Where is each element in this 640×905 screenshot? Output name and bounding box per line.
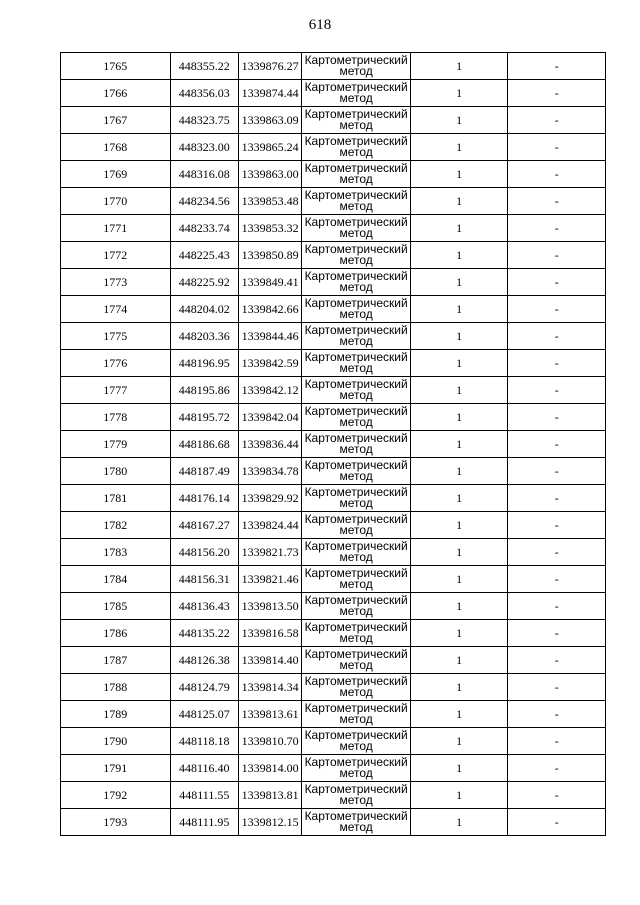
y-coordinate-cell: 1339813.50 bbox=[238, 593, 301, 620]
accuracy-cell: 1 bbox=[410, 647, 508, 674]
method-label-continued: метод bbox=[339, 469, 373, 483]
point-number-cell: 1782 bbox=[61, 512, 171, 539]
accuracy-cell: 1 bbox=[410, 188, 508, 215]
point-number-cell: 1767 bbox=[61, 107, 171, 134]
x-coordinate-cell: 448111.95 bbox=[170, 809, 238, 836]
method-label-continued: метод bbox=[339, 739, 373, 753]
method-label-continued: метод bbox=[339, 334, 373, 348]
accuracy-cell: 1 bbox=[410, 593, 508, 620]
y-coordinate-cell: 1339853.48 bbox=[238, 188, 301, 215]
table-row bbox=[61, 539, 606, 566]
table-row bbox=[61, 647, 606, 674]
method-cell bbox=[302, 755, 411, 782]
y-coordinate-cell: 1339813.81 bbox=[238, 782, 301, 809]
point-number-cell: 1786 bbox=[61, 620, 171, 647]
accuracy-cell: 1 bbox=[410, 485, 508, 512]
point-number-cell: 1779 bbox=[61, 431, 171, 458]
description-cell: - bbox=[508, 458, 606, 485]
method-label-continued: метод bbox=[339, 766, 373, 780]
table-row bbox=[61, 404, 606, 431]
method-cell bbox=[302, 782, 411, 809]
point-number-cell: 1773 bbox=[61, 269, 171, 296]
table-row bbox=[61, 593, 606, 620]
method-cell bbox=[302, 215, 411, 242]
method-label: Картометрический bbox=[304, 620, 408, 634]
table-row bbox=[61, 215, 606, 242]
point-number-cell: 1775 bbox=[61, 323, 171, 350]
point-number-cell: 1780 bbox=[61, 458, 171, 485]
method-cell bbox=[302, 485, 411, 512]
method-label: Картометрический bbox=[304, 107, 408, 121]
point-number-cell: 1776 bbox=[61, 350, 171, 377]
description-cell: - bbox=[508, 242, 606, 269]
y-coordinate-cell: 1339813.61 bbox=[238, 701, 301, 728]
method-cell bbox=[302, 458, 411, 485]
y-coordinate-cell: 1339816.58 bbox=[238, 620, 301, 647]
method-label: Картометрический bbox=[304, 512, 408, 526]
accuracy-cell: 1 bbox=[410, 728, 508, 755]
x-coordinate-cell: 448156.31 bbox=[170, 566, 238, 593]
x-coordinate-cell: 448225.92 bbox=[170, 269, 238, 296]
x-coordinate-cell: 448316.08 bbox=[170, 161, 238, 188]
description-cell: - bbox=[508, 350, 606, 377]
description-cell: - bbox=[508, 809, 606, 836]
method-cell bbox=[302, 107, 411, 134]
point-number-cell: 1771 bbox=[61, 215, 171, 242]
accuracy-cell: 1 bbox=[410, 539, 508, 566]
point-number-cell: 1790 bbox=[61, 728, 171, 755]
method-label-continued: метод bbox=[339, 442, 373, 456]
x-coordinate-cell: 448116.40 bbox=[170, 755, 238, 782]
x-coordinate-cell: 448156.20 bbox=[170, 539, 238, 566]
coordinates-table bbox=[60, 52, 606, 836]
accuracy-cell: 1 bbox=[410, 566, 508, 593]
table-row bbox=[61, 53, 606, 80]
table-row bbox=[61, 512, 606, 539]
method-cell bbox=[302, 296, 411, 323]
x-coordinate-cell: 448323.75 bbox=[170, 107, 238, 134]
table-row bbox=[61, 134, 606, 161]
y-coordinate-cell: 1339850.89 bbox=[238, 242, 301, 269]
table-row bbox=[61, 377, 606, 404]
x-coordinate-cell: 448167.27 bbox=[170, 512, 238, 539]
y-coordinate-cell: 1339865.24 bbox=[238, 134, 301, 161]
y-coordinate-cell: 1339824.44 bbox=[238, 512, 301, 539]
method-label-continued: метод bbox=[339, 307, 373, 321]
accuracy-cell: 1 bbox=[410, 269, 508, 296]
method-label: Картометрический bbox=[304, 728, 408, 742]
description-cell: - bbox=[508, 134, 606, 161]
description-cell: - bbox=[508, 377, 606, 404]
description-cell: - bbox=[508, 674, 606, 701]
description-cell: - bbox=[508, 269, 606, 296]
method-label-continued: метод bbox=[339, 118, 373, 132]
method-cell bbox=[302, 269, 411, 296]
table-row bbox=[61, 566, 606, 593]
accuracy-cell: 1 bbox=[410, 458, 508, 485]
table-row bbox=[61, 431, 606, 458]
method-label-continued: метод bbox=[339, 415, 373, 429]
method-label: Картометрический bbox=[304, 350, 408, 364]
point-number-cell: 1774 bbox=[61, 296, 171, 323]
table-row bbox=[61, 80, 606, 107]
point-number-cell: 1769 bbox=[61, 161, 171, 188]
method-label-continued: метод bbox=[339, 523, 373, 537]
table-row bbox=[61, 161, 606, 188]
method-cell bbox=[302, 188, 411, 215]
table-row bbox=[61, 269, 606, 296]
table-row bbox=[61, 242, 606, 269]
x-coordinate-cell: 448356.03 bbox=[170, 80, 238, 107]
method-label-continued: метод bbox=[339, 388, 373, 402]
method-cell bbox=[302, 377, 411, 404]
y-coordinate-cell: 1339853.32 bbox=[238, 215, 301, 242]
table-row bbox=[61, 674, 606, 701]
y-coordinate-cell: 1339842.04 bbox=[238, 404, 301, 431]
method-label: Картометрический bbox=[304, 539, 408, 553]
method-label: Картометрический bbox=[304, 134, 408, 148]
method-cell bbox=[302, 593, 411, 620]
method-label-continued: метод bbox=[339, 199, 373, 213]
method-label-continued: метод bbox=[339, 361, 373, 375]
y-coordinate-cell: 1339814.34 bbox=[238, 674, 301, 701]
method-label-continued: метод bbox=[339, 793, 373, 807]
description-cell: - bbox=[508, 512, 606, 539]
accuracy-cell: 1 bbox=[410, 809, 508, 836]
y-coordinate-cell: 1339842.66 bbox=[238, 296, 301, 323]
method-label: Картометрический bbox=[304, 53, 408, 67]
y-coordinate-cell: 1339876.27 bbox=[238, 53, 301, 80]
method-label-continued: метод bbox=[339, 820, 373, 834]
method-label: Картометрический bbox=[304, 431, 408, 445]
method-cell bbox=[302, 323, 411, 350]
method-label: Картометрический bbox=[304, 566, 408, 580]
description-cell: - bbox=[508, 215, 606, 242]
x-coordinate-cell: 448125.07 bbox=[170, 701, 238, 728]
method-cell bbox=[302, 80, 411, 107]
description-cell: - bbox=[508, 728, 606, 755]
y-coordinate-cell: 1339844.46 bbox=[238, 323, 301, 350]
method-label-continued: метод bbox=[339, 145, 373, 159]
point-number-cell: 1765 bbox=[61, 53, 171, 80]
method-label: Картометрический bbox=[304, 809, 408, 823]
method-label-continued: метод bbox=[339, 280, 373, 294]
y-coordinate-cell: 1339842.59 bbox=[238, 350, 301, 377]
y-coordinate-cell: 1339834.78 bbox=[238, 458, 301, 485]
x-coordinate-cell: 448126.38 bbox=[170, 647, 238, 674]
accuracy-cell: 1 bbox=[410, 755, 508, 782]
method-label-continued: метод bbox=[339, 64, 373, 78]
method-label: Картометрический bbox=[304, 215, 408, 229]
accuracy-cell: 1 bbox=[410, 134, 508, 161]
x-coordinate-cell: 448176.14 bbox=[170, 485, 238, 512]
description-cell: - bbox=[508, 593, 606, 620]
method-label: Картометрический bbox=[304, 593, 408, 607]
method-label: Картометрический bbox=[304, 404, 408, 418]
x-coordinate-cell: 448195.72 bbox=[170, 404, 238, 431]
x-coordinate-cell: 448124.79 bbox=[170, 674, 238, 701]
description-cell: - bbox=[508, 620, 606, 647]
accuracy-cell: 1 bbox=[410, 215, 508, 242]
description-cell: - bbox=[508, 566, 606, 593]
y-coordinate-cell: 1339842.12 bbox=[238, 377, 301, 404]
table-row bbox=[61, 620, 606, 647]
y-coordinate-cell: 1339814.40 bbox=[238, 647, 301, 674]
method-cell bbox=[302, 350, 411, 377]
x-coordinate-cell: 448135.22 bbox=[170, 620, 238, 647]
accuracy-cell: 1 bbox=[410, 296, 508, 323]
method-label: Картометрический bbox=[304, 674, 408, 688]
table-row bbox=[61, 782, 606, 809]
x-coordinate-cell: 448234.56 bbox=[170, 188, 238, 215]
accuracy-cell: 1 bbox=[410, 404, 508, 431]
method-label: Картометрический bbox=[304, 701, 408, 715]
method-label-continued: метод bbox=[339, 712, 373, 726]
point-number-cell: 1785 bbox=[61, 593, 171, 620]
point-number-cell: 1788 bbox=[61, 674, 171, 701]
accuracy-cell: 1 bbox=[410, 431, 508, 458]
accuracy-cell: 1 bbox=[410, 512, 508, 539]
y-coordinate-cell: 1339863.09 bbox=[238, 107, 301, 134]
description-cell: - bbox=[508, 701, 606, 728]
y-coordinate-cell: 1339821.73 bbox=[238, 539, 301, 566]
x-coordinate-cell: 448225.43 bbox=[170, 242, 238, 269]
accuracy-cell: 1 bbox=[410, 242, 508, 269]
description-cell: - bbox=[508, 188, 606, 215]
method-cell bbox=[302, 431, 411, 458]
point-number-cell: 1792 bbox=[61, 782, 171, 809]
description-cell: - bbox=[508, 755, 606, 782]
description-cell: - bbox=[508, 107, 606, 134]
point-number-cell: 1791 bbox=[61, 755, 171, 782]
method-label: Картометрический bbox=[304, 80, 408, 94]
description-cell: - bbox=[508, 404, 606, 431]
accuracy-cell: 1 bbox=[410, 80, 508, 107]
method-cell bbox=[302, 53, 411, 80]
y-coordinate-cell: 1339874.44 bbox=[238, 80, 301, 107]
point-number-cell: 1781 bbox=[61, 485, 171, 512]
method-label: Картометрический bbox=[304, 188, 408, 202]
table-row bbox=[61, 485, 606, 512]
method-label-continued: метод bbox=[339, 226, 373, 240]
method-label: Картометрический bbox=[304, 242, 408, 256]
method-cell bbox=[302, 809, 411, 836]
x-coordinate-cell: 448187.49 bbox=[170, 458, 238, 485]
method-cell bbox=[302, 404, 411, 431]
method-cell bbox=[302, 728, 411, 755]
method-label: Картометрический bbox=[304, 647, 408, 661]
point-number-cell: 1768 bbox=[61, 134, 171, 161]
method-cell bbox=[302, 674, 411, 701]
method-label-continued: метод bbox=[339, 631, 373, 645]
method-label: Картометрический bbox=[304, 269, 408, 283]
page-number: 618 bbox=[308, 17, 332, 33]
method-label-continued: метод bbox=[339, 685, 373, 699]
x-coordinate-cell: 448136.43 bbox=[170, 593, 238, 620]
description-cell: - bbox=[508, 647, 606, 674]
y-coordinate-cell: 1339812.15 bbox=[238, 809, 301, 836]
description-cell: - bbox=[508, 782, 606, 809]
description-cell: - bbox=[508, 296, 606, 323]
method-label-continued: метод bbox=[339, 604, 373, 618]
accuracy-cell: 1 bbox=[410, 53, 508, 80]
point-number-cell: 1784 bbox=[61, 566, 171, 593]
point-number-cell: 1777 bbox=[61, 377, 171, 404]
table-row bbox=[61, 701, 606, 728]
description-cell: - bbox=[508, 80, 606, 107]
method-label-continued: метод bbox=[339, 91, 373, 105]
method-label-continued: метод bbox=[339, 172, 373, 186]
table-row bbox=[61, 458, 606, 485]
method-label-continued: метод bbox=[339, 577, 373, 591]
method-cell bbox=[302, 647, 411, 674]
method-label: Картометрический bbox=[304, 296, 408, 310]
table-row bbox=[61, 323, 606, 350]
method-label: Картометрический bbox=[304, 782, 408, 796]
y-coordinate-cell: 1339810.70 bbox=[238, 728, 301, 755]
method-cell bbox=[302, 161, 411, 188]
accuracy-cell: 1 bbox=[410, 701, 508, 728]
point-number-cell: 1772 bbox=[61, 242, 171, 269]
method-label-continued: метод bbox=[339, 496, 373, 510]
point-number-cell: 1783 bbox=[61, 539, 171, 566]
y-coordinate-cell: 1339829.92 bbox=[238, 485, 301, 512]
y-coordinate-cell: 1339821.46 bbox=[238, 566, 301, 593]
method-cell bbox=[302, 701, 411, 728]
description-cell: - bbox=[508, 431, 606, 458]
point-number-cell: 1770 bbox=[61, 188, 171, 215]
coordinates-table-body bbox=[61, 53, 606, 836]
method-cell bbox=[302, 242, 411, 269]
accuracy-cell: 1 bbox=[410, 323, 508, 350]
y-coordinate-cell: 1339836.44 bbox=[238, 431, 301, 458]
description-cell: - bbox=[508, 53, 606, 80]
x-coordinate-cell: 448204.02 bbox=[170, 296, 238, 323]
method-label: Картометрический bbox=[304, 377, 408, 391]
y-coordinate-cell: 1339814.00 bbox=[238, 755, 301, 782]
table-row bbox=[61, 350, 606, 377]
table-row bbox=[61, 296, 606, 323]
method-label: Картометрический bbox=[304, 485, 408, 499]
x-coordinate-cell: 448195.86 bbox=[170, 377, 238, 404]
method-label-continued: метод bbox=[339, 658, 373, 672]
x-coordinate-cell: 448233.74 bbox=[170, 215, 238, 242]
description-cell: - bbox=[508, 161, 606, 188]
description-cell: - bbox=[508, 485, 606, 512]
method-cell bbox=[302, 512, 411, 539]
accuracy-cell: 1 bbox=[410, 377, 508, 404]
method-label: Картометрический bbox=[304, 161, 408, 175]
x-coordinate-cell: 448355.22 bbox=[170, 53, 238, 80]
x-coordinate-cell: 448186.68 bbox=[170, 431, 238, 458]
x-coordinate-cell: 448111.55 bbox=[170, 782, 238, 809]
accuracy-cell: 1 bbox=[410, 782, 508, 809]
accuracy-cell: 1 bbox=[410, 350, 508, 377]
method-cell bbox=[302, 539, 411, 566]
x-coordinate-cell: 448203.36 bbox=[170, 323, 238, 350]
method-label: Картометрический bbox=[304, 755, 408, 769]
y-coordinate-cell: 1339849.41 bbox=[238, 269, 301, 296]
method-label-continued: метод bbox=[339, 550, 373, 564]
method-cell bbox=[302, 134, 411, 161]
table-row bbox=[61, 107, 606, 134]
x-coordinate-cell: 448196.95 bbox=[170, 350, 238, 377]
accuracy-cell: 1 bbox=[410, 620, 508, 647]
description-cell: - bbox=[508, 539, 606, 566]
x-coordinate-cell: 448323.00 bbox=[170, 134, 238, 161]
table-row bbox=[61, 755, 606, 782]
x-coordinate-cell: 448118.18 bbox=[170, 728, 238, 755]
table-row bbox=[61, 809, 606, 836]
accuracy-cell: 1 bbox=[410, 107, 508, 134]
method-label: Картометрический bbox=[304, 458, 408, 472]
point-number-cell: 1766 bbox=[61, 80, 171, 107]
method-label-continued: метод bbox=[339, 253, 373, 267]
table-row bbox=[61, 728, 606, 755]
accuracy-cell: 1 bbox=[410, 161, 508, 188]
description-cell: - bbox=[508, 323, 606, 350]
method-cell bbox=[302, 620, 411, 647]
accuracy-cell: 1 bbox=[410, 674, 508, 701]
point-number-cell: 1778 bbox=[61, 404, 171, 431]
method-label: Картометрический bbox=[304, 323, 408, 337]
table-row bbox=[61, 188, 606, 215]
y-coordinate-cell: 1339863.00 bbox=[238, 161, 301, 188]
method-cell bbox=[302, 566, 411, 593]
point-number-cell: 1793 bbox=[61, 809, 171, 836]
point-number-cell: 1787 bbox=[61, 647, 171, 674]
point-number-cell: 1789 bbox=[61, 701, 171, 728]
